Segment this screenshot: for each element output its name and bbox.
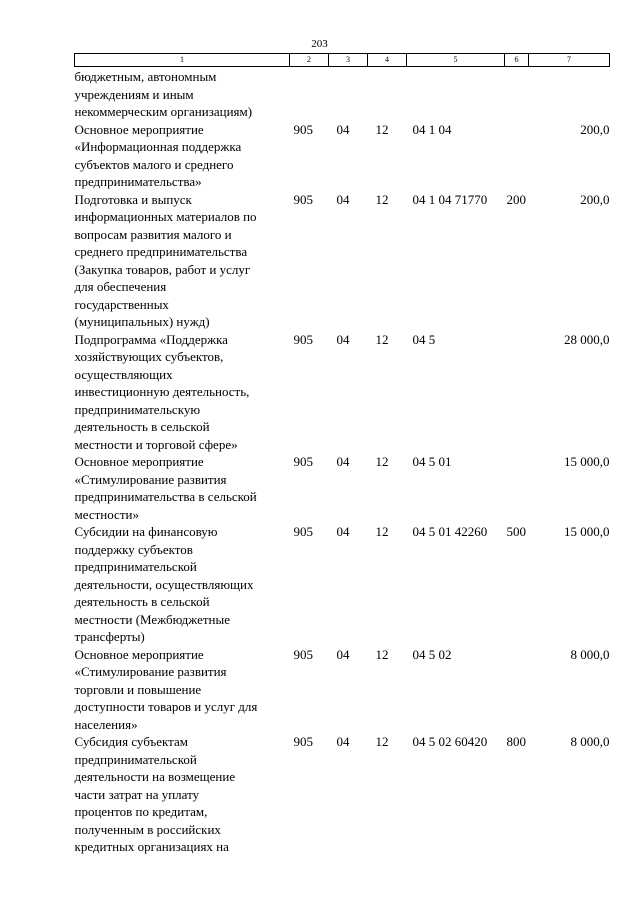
- admin-code: 905: [293, 191, 313, 207]
- amount: 200,0: [580, 121, 610, 137]
- subsection-code: 12: [375, 331, 389, 347]
- description-line: торговли и повышение: [74, 681, 202, 697]
- row-description: [75, 191, 290, 331]
- description-line: местности (Межбюджетные: [74, 611, 231, 627]
- description-line: (Закупка товаров, работ и услуг: [74, 261, 251, 277]
- row-description: [75, 331, 290, 454]
- description-line: осуществляющих: [74, 366, 173, 382]
- section-code: 04: [336, 331, 350, 347]
- column-header-5: 5: [407, 54, 505, 67]
- description-line: местности и торговой сфере»: [74, 436, 238, 452]
- amount: 15 000,0: [564, 454, 610, 469]
- description-line: деятельности на возмещение: [74, 769, 236, 784]
- subsection-code: 12: [375, 121, 389, 137]
- description-line: местности»: [74, 506, 139, 522]
- admin-code: 905: [293, 454, 313, 469]
- expense-type-code: [505, 331, 529, 454]
- description-line: кредитных организациях на: [74, 839, 229, 854]
- target-article-code: 04 1 04 71770: [412, 191, 488, 207]
- description-line: доступности товаров и услуг для: [74, 699, 258, 714]
- section-code: [329, 67, 368, 121]
- description-line: «Информационная поддержка: [74, 139, 242, 154]
- row-description: [75, 67, 290, 121]
- description-line: Подготовка и выпуск: [74, 191, 192, 207]
- section-code: 04: [336, 524, 350, 539]
- description-line: трансферты): [74, 629, 145, 644]
- subsection-code: 12: [375, 734, 389, 749]
- description-line: Субсидии на финансовую: [74, 524, 218, 539]
- page-number: 203: [311, 38, 328, 50]
- description-line: государственных: [74, 296, 169, 312]
- description-line: «Стимулирование развития: [74, 471, 227, 487]
- admin-code: [290, 67, 329, 121]
- table-row: [75, 453, 610, 523]
- column-header-7: 7: [529, 54, 610, 67]
- expense-type-code: [505, 453, 529, 523]
- row-description: [75, 523, 290, 646]
- description-line: деятельность в сельской: [74, 594, 210, 609]
- description-line: полученным в российских: [74, 821, 221, 837]
- target-article-code: 04 5 02 60420: [412, 734, 488, 749]
- amount: 200,0: [580, 191, 610, 207]
- description-line: бюджетным, автономным: [74, 69, 217, 84]
- row-description: [75, 453, 290, 523]
- table-row: [75, 523, 610, 646]
- column-header-3: 3: [329, 54, 368, 67]
- target-article-code: 04 5 02: [412, 646, 452, 662]
- target-article-code: 04 5 01: [412, 454, 452, 469]
- amount: 15 000,0: [564, 524, 610, 539]
- description-line: предпринимательства»: [74, 174, 202, 189]
- description-line: предпринимательскую: [74, 401, 201, 417]
- description-line: Субсидия субъектам: [74, 734, 189, 749]
- expense-type-code: 800: [506, 734, 526, 749]
- column-header-4: 4: [368, 54, 407, 67]
- target-article-code: 04 5: [412, 331, 436, 347]
- section-code: 04: [336, 191, 350, 207]
- expense-type-code: [505, 646, 529, 734]
- subsection-code: 12: [375, 454, 389, 469]
- description-line: субъектов малого и среднего: [74, 156, 234, 172]
- target-article-code: 04 1 04: [412, 121, 452, 137]
- target-article-code: [407, 67, 505, 121]
- amount: [529, 67, 610, 121]
- column-header-2: 2: [290, 54, 329, 67]
- description-line: предпринимательства в сельской: [74, 489, 257, 504]
- description-line: населения»: [74, 716, 138, 732]
- description-line: предпринимательской: [74, 751, 197, 767]
- row-description: [75, 121, 290, 191]
- description-line: учреждениям и иным: [74, 86, 194, 102]
- target-article-code: 04 5 01 42260: [412, 524, 488, 539]
- amount: 8 000,0: [570, 646, 610, 662]
- description-line: Подпрограмма «Поддержка: [74, 331, 228, 347]
- description-line: Основное мероприятие: [74, 646, 204, 662]
- table-row: [75, 331, 610, 454]
- amount: 28 000,0: [564, 331, 610, 347]
- admin-code: 905: [293, 121, 313, 137]
- subsection-code: 12: [375, 646, 389, 662]
- section-code: 04: [336, 121, 350, 137]
- description-line: вопросам развития малого и: [74, 226, 232, 242]
- section-code: 04: [336, 454, 350, 469]
- description-line: деятельность в сельской: [74, 419, 210, 434]
- row-description: [75, 733, 290, 856]
- expense-type-code: [505, 121, 529, 191]
- section-code: 04: [336, 646, 350, 662]
- expense-type-code: 500: [506, 524, 526, 539]
- description-line: хозяйствующих субъектов,: [74, 349, 224, 364]
- description-line: информационных материалов по: [74, 209, 257, 224]
- description-line: инвестиционную деятельность,: [74, 384, 250, 399]
- description-line: Основное мероприятие: [74, 454, 204, 469]
- budget-table: [74, 53, 610, 856]
- expense-type-code: 200: [506, 191, 526, 207]
- admin-code: 905: [293, 331, 313, 347]
- table-row: [75, 121, 610, 191]
- amount: 8 000,0: [570, 734, 610, 749]
- admin-code: 905: [293, 646, 313, 662]
- table-row: [75, 67, 610, 121]
- description-line: поддержку субъектов: [74, 541, 193, 557]
- subsection-code: 12: [375, 191, 389, 207]
- subsection-code: [368, 67, 407, 121]
- admin-code: 905: [293, 734, 313, 749]
- description-line: для обеспечения: [74, 279, 167, 294]
- description-line: среднего предпринимательства: [74, 244, 248, 259]
- table-row: [75, 733, 610, 856]
- column-header-6: 6: [505, 54, 529, 67]
- table-body: [75, 67, 610, 856]
- description-line: Основное мероприятие: [74, 121, 204, 137]
- table-row: [75, 191, 610, 331]
- description-line: деятельности, осуществляющих: [74, 576, 254, 592]
- admin-code: 905: [293, 524, 313, 539]
- description-line: «Стимулирование развития: [74, 664, 227, 679]
- column-number-header: [75, 54, 610, 67]
- column-header-1: 1: [75, 54, 290, 67]
- description-line: процентов по кредитам,: [74, 804, 208, 819]
- description-line: части затрат на уплату: [74, 786, 200, 802]
- description-line: (муниципальных) нужд): [74, 314, 210, 329]
- row-description: [75, 646, 290, 734]
- subsection-code: 12: [375, 524, 389, 539]
- description-line: предпринимательской: [74, 559, 197, 574]
- section-code: 04: [336, 734, 350, 749]
- expense-type-code: [505, 67, 529, 121]
- description-line: некоммерческим организациям): [74, 104, 253, 119]
- table-row: [75, 646, 610, 734]
